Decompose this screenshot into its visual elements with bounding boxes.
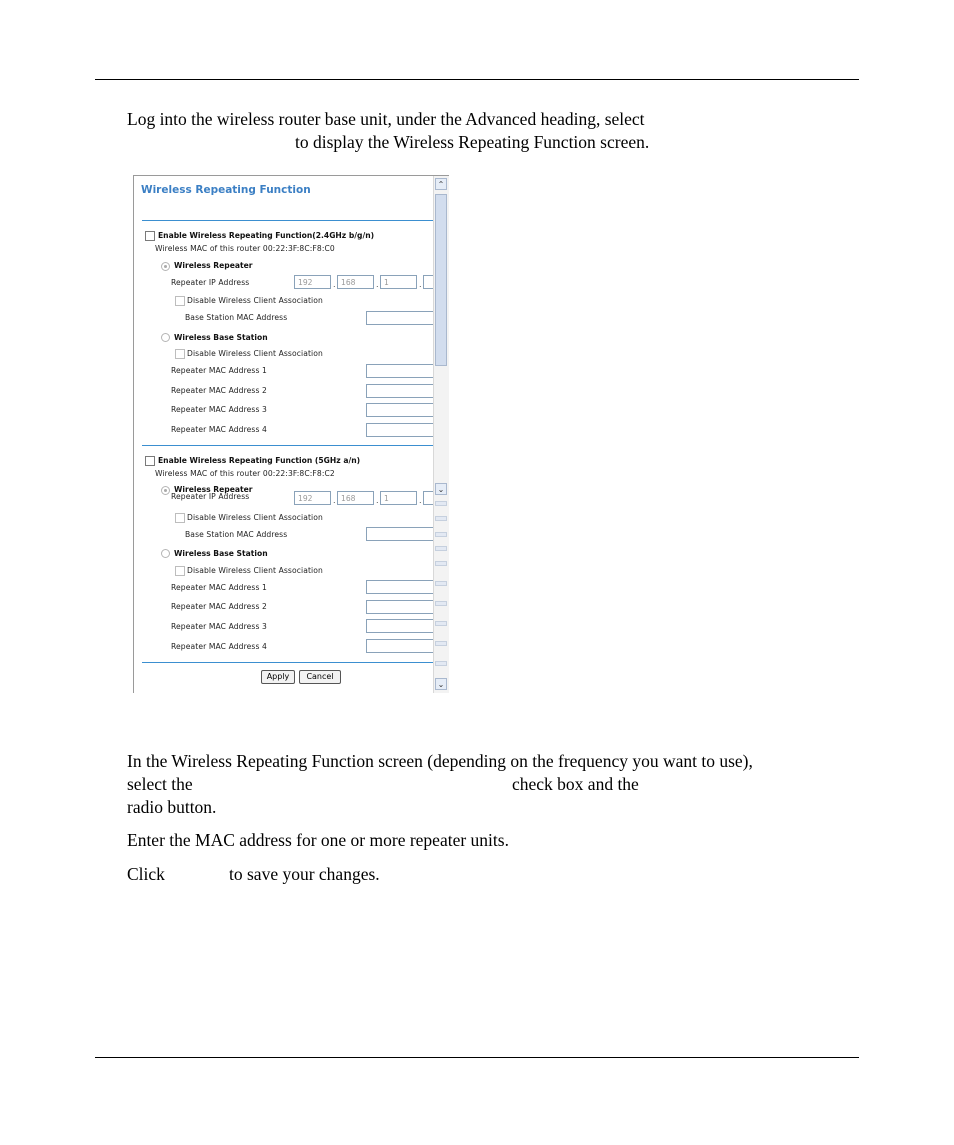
ip-dot: . [376,280,379,289]
disable-client-label-24: Disable Wireless Client Association [187,296,323,305]
cancel-button[interactable]: Cancel [299,670,341,684]
base-mac-field-5[interactable] [366,527,436,541]
screen-title: Wireless Repeating Function [141,184,311,196]
disable-client-checkbox-24b[interactable] [175,349,185,359]
step4-text-a: Click [127,864,165,884]
repeater-ip-label-24: Repeater IP Address [171,278,250,287]
disable-client-label-5: Disable Wireless Client Association [187,513,323,522]
ip-dot: . [333,280,336,289]
scroll-ghost [435,601,447,606]
repeater-mac-1-label-5: Repeater MAC Address 1 [171,583,267,592]
step3-text: Enter the MAC address for one or more repeater units. [127,830,509,850]
repeater-mac-4-label-5: Repeater MAC Address 4 [171,642,267,651]
step2-line-2a: select the [127,774,193,794]
repeater-label-24: Wireless Repeater [174,261,253,270]
intro-line-1: Log into the wireless router base unit, under the Advanced heading, select [127,109,645,129]
enable-24ghz-label: Enable Wireless Repeating Function(2.4GHz b/g/n) [158,231,375,240]
ip-dot: . [333,496,336,505]
disable-client-checkbox-5[interactable] [175,513,185,523]
step4-text-b: to save your changes. [229,864,380,884]
bottom-divider [142,662,434,663]
mac-24ghz-line: Wireless MAC of this router 00:22:3F:8C:F8:C0 [155,244,335,253]
apply-button[interactable]: Apply [261,670,295,684]
base-station-radio-24[interactable] [161,333,170,342]
ip-octet-1-5[interactable]: 192 [294,491,331,505]
repeater-ip-label-5: Repeater IP Address [171,492,250,501]
repeater-mac-4-label-24: Repeater MAC Address 4 [171,425,267,434]
base-mac-label-24: Base Station MAC Address [185,313,288,322]
enable-24ghz-checkbox[interactable] [145,231,155,241]
scroll-ghost [435,641,447,646]
intro-line-2: to display the Wireless Repeating Function screen. [295,132,650,152]
scroll-thumb[interactable] [435,194,447,366]
section-divider [142,445,434,446]
repeater-mac-3-label-24: Repeater MAC Address 3 [171,405,267,414]
repeater-mac-3-field-24[interactable] [366,403,436,417]
scroll-ghost [435,581,447,586]
ip-dot: . [419,280,422,289]
repeater-mac-3-label-5: Repeater MAC Address 3 [171,622,267,631]
repeater-mac-1-field-24[interactable] [366,364,436,378]
base-station-label-5: Wireless Base Station [174,549,268,558]
scroll-up-icon[interactable]: ⌃ [435,178,447,190]
enable-5ghz-checkbox[interactable] [145,456,155,466]
repeater-mac-1-field-5[interactable] [366,580,436,594]
vertical-scrollbar[interactable] [433,176,449,693]
ip-octet-1-24[interactable]: 192 [294,275,331,289]
repeater-radio-24[interactable] [161,262,170,271]
scroll-ghost [435,621,447,626]
repeater-mac-1-label-24: Repeater MAC Address 1 [171,366,267,375]
scroll-ghost [435,501,447,506]
ip-dot: . [376,496,379,505]
ip-octet-3-5[interactable]: 1 [380,491,417,505]
scroll-ghost [435,532,447,537]
scroll-ghost [435,661,447,666]
step2-line-3: radio button. [127,797,217,817]
base-mac-label-5: Base Station MAC Address [185,530,288,539]
disable-client-label-5b: Disable Wireless Client Association [187,566,323,575]
ip-octet-2-5[interactable]: 168 [337,491,374,505]
base-station-radio-5[interactable] [161,549,170,558]
enable-5ghz-label: Enable Wireless Repeating Function (5GHz a/n) [158,456,361,465]
step2-line-1: In the Wireless Repeating Function screen (depending on the frequency you want to use), [127,751,753,771]
repeater-mac-4-field-5[interactable] [366,639,436,653]
title-divider [142,220,434,221]
disable-client-checkbox-24[interactable] [175,296,185,306]
base-mac-field-24[interactable] [366,311,436,325]
scroll-down-icon[interactable]: ⌄ [435,678,447,690]
header-rule [95,79,859,80]
repeater-label-5: Wireless Repeater [174,485,253,494]
repeater-mac-3-field-5[interactable] [366,619,436,633]
footer-rule [95,1057,859,1058]
repeater-mac-2-label-24: Repeater MAC Address 2 [171,386,267,395]
scroll-ghost [435,516,447,521]
scroll-down-icon[interactable]: ⌄ [435,483,447,495]
ip-dot: . [419,496,422,505]
scroll-ghost [435,546,447,551]
scroll-ghost [435,561,447,566]
repeater-mac-2-field-24[interactable] [366,384,436,398]
repeater-mac-2-field-5[interactable] [366,600,436,614]
base-station-label-24: Wireless Base Station [174,333,268,342]
repeater-mac-2-label-5: Repeater MAC Address 2 [171,602,267,611]
disable-client-checkbox-5b[interactable] [175,566,185,576]
step2-line-2b: check box and the [512,774,639,794]
repeater-mac-4-field-24[interactable] [366,423,436,437]
mac-5ghz-line: Wireless MAC of this router 00:22:3F:8C:F8:C2 [155,469,335,478]
disable-client-label-24b: Disable Wireless Client Association [187,349,323,358]
wireless-repeating-screenshot [133,175,449,693]
repeater-radio-5[interactable] [161,486,170,495]
ip-octet-3-24[interactable]: 1 [380,275,417,289]
ip-octet-2-24[interactable]: 168 [337,275,374,289]
